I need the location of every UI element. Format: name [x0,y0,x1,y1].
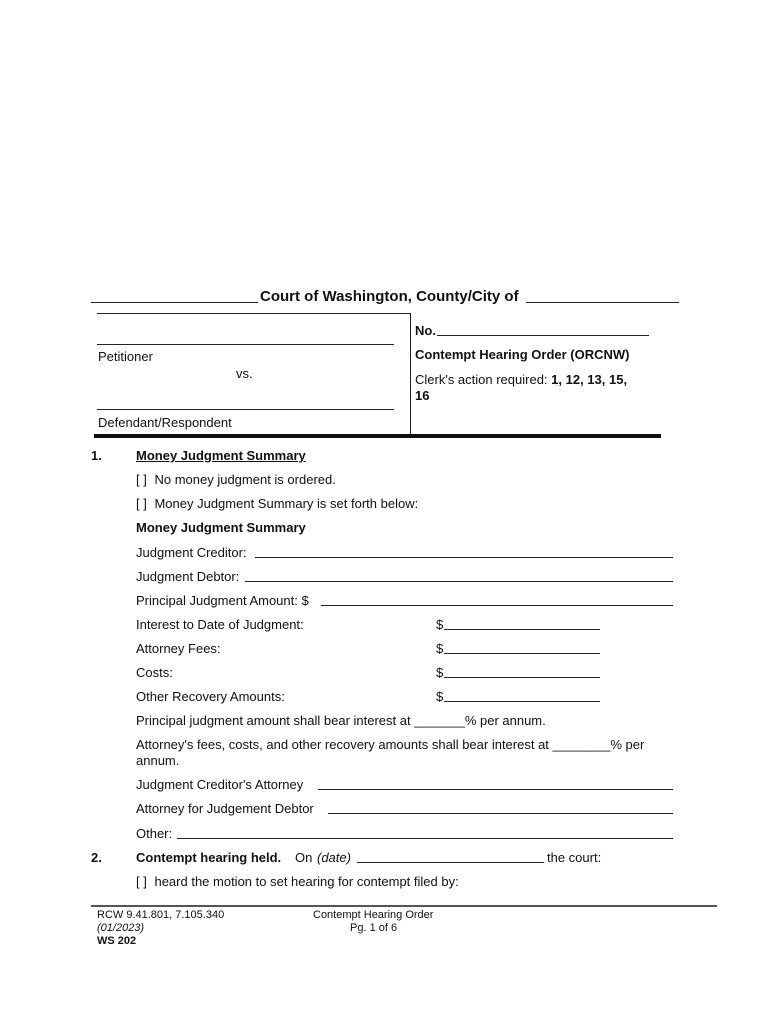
no-judgment-option[interactable] [136,472,336,487]
case-no-field[interactable] [437,335,649,336]
petitioner-label: Petitioner [98,349,153,364]
judgment-creditor-label: Judgment Creditor: [136,545,247,560]
clerk-action-numbers: 1, 12, 13, 15, [551,372,628,387]
county-blank-right[interactable] [526,302,679,303]
creditor-attorney-label: Judgment Creditor's Attorney [136,777,304,792]
judgment-creditor-field[interactable] [255,557,673,558]
section-1-number: 1. [91,448,102,463]
attorney-fees-label: Attorney Fees: [136,641,221,656]
section-2-title: Contempt hearing held. [136,850,282,865]
caption-divider [410,313,411,435]
clerk-action [415,372,627,387]
attorney-fees-dollar: $ [436,641,444,656]
section-1-title: Money Judgment Summary [136,448,306,463]
costs-field[interactable] [444,677,600,678]
judgment-below-option[interactable] [136,496,418,511]
footer-form-title: Contempt Hearing Order [313,909,434,921]
clerk-action-label: Clerk's action required: [415,372,548,387]
other-recovery-dollar: $ [436,689,444,704]
clerk-action-numbers-cont: 16 [415,388,430,403]
other-recovery-field[interactable] [444,701,600,702]
no-judgment-text: No money judgment is ordered. [154,472,336,487]
judgment-debtor-label: Judgment Debtor: [136,569,240,584]
case-no-label: No. [415,323,436,338]
principal-amount-field[interactable] [321,605,673,606]
other-recovery-label: Other Recovery Amounts: [136,689,285,704]
checkbox[interactable]: [ ] [136,472,147,487]
order-title: Contempt Hearing Order (ORCNW) [415,347,630,362]
interest-field[interactable] [444,629,600,630]
section-2-number: 2. [91,850,102,865]
interest-label: Interest to Date of Judgment: [136,617,304,632]
county-blank-left[interactable] [91,302,258,303]
heard-motion-text: heard the motion to set hearing for contempt filed by: [154,874,459,889]
interest-dollar: $ [436,617,444,632]
defendant-name-field[interactable] [97,409,394,410]
principal-interest-rate: Principal judgment amount shall bear interest at _______% per annum. [136,713,546,728]
debtor-attorney-label: Attorney for Judgement Debtor [136,801,314,816]
court-title: Court of Washington, County/City of [260,288,519,305]
costs-label: Costs: [136,665,173,680]
footer-statute: RCW 9.41.801, 7.105.340 [97,909,225,921]
section-2-the-court: the court: [547,850,602,865]
costs-dollar: $ [436,665,444,680]
section-2-date-label: (date) [317,850,351,865]
vs-label: vs. [236,366,253,381]
heard-motion-option[interactable] [136,874,459,889]
summary-heading: Money Judgment Summary [136,520,306,535]
footer-date: (01/2023) [97,922,145,934]
judgment-below-text: Money Judgment Summary is set forth below: [154,496,419,511]
principal-amount-label: Principal Judgment Amount: $ [136,593,309,608]
debtor-attorney-field[interactable] [328,813,673,814]
attorney-fees-field[interactable] [444,653,600,654]
creditor-attorney-field[interactable] [318,789,673,790]
fees-interest-rate-line2: annum. [136,753,180,768]
defendant-label: Defendant/Respondent [98,415,232,430]
hearing-date-field[interactable] [357,862,544,863]
fees-interest-rate-line1: Attorney's fees, costs, and other recovery amounts shall bear interest at ________% per [136,737,645,752]
caption-top-rule [97,313,410,314]
petitioner-name-field[interactable] [97,344,394,345]
footer-form-number: WS 202 [97,935,137,947]
footer-page-number: Pg. 1 of 6 [350,922,398,934]
judgment-debtor-field[interactable] [245,581,673,582]
checkbox[interactable]: [ ] [136,874,147,889]
checkbox[interactable]: [ ] [136,496,147,511]
other-label: Other: [136,826,173,841]
other-field[interactable] [177,838,673,839]
caption-thick-rule [94,434,661,438]
footer-rule [91,905,717,907]
section-2-on: On [295,850,313,865]
